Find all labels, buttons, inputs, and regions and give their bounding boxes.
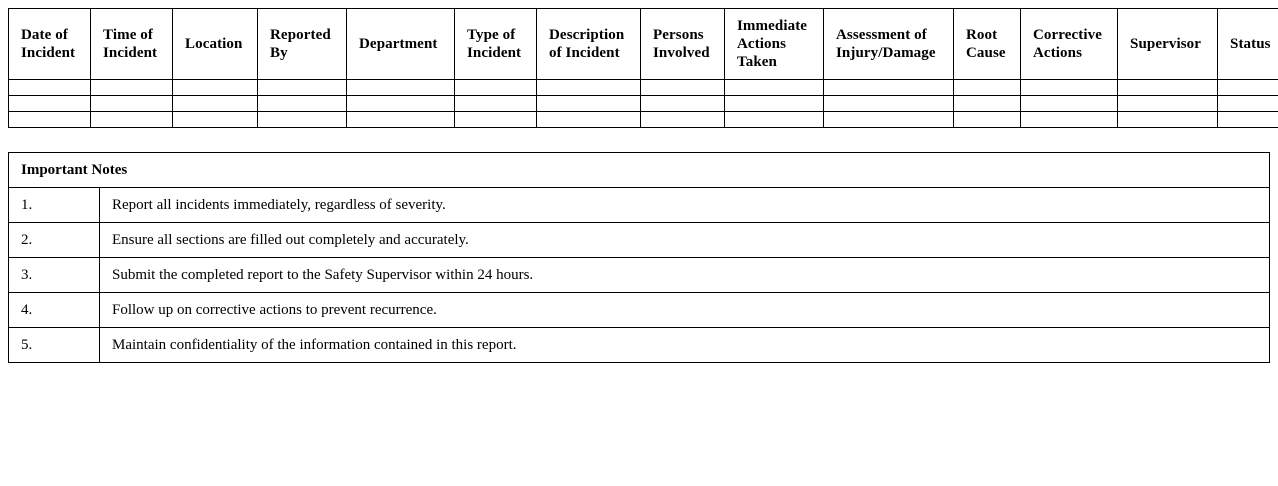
header-label: Type of Incident — [467, 27, 522, 61]
column-header-type — [455, 9, 537, 80]
table-cell[interactable] — [1021, 96, 1118, 112]
note-number: 5. — [9, 328, 100, 363]
table-cell[interactable] — [1021, 112, 1118, 128]
column-header-time — [91, 9, 173, 80]
note-row — [9, 223, 1270, 258]
header-label: Department — [359, 36, 438, 52]
note-text: Ensure all sections are filled out completely and accurately. — [100, 223, 1270, 258]
table-cell[interactable] — [954, 96, 1021, 112]
notes-title: Important Notes — [9, 153, 1270, 188]
table-cell[interactable] — [1218, 96, 1278, 112]
table-cell[interactable] — [347, 112, 455, 128]
table-cell[interactable] — [824, 80, 954, 96]
table-cell[interactable] — [725, 112, 824, 128]
column-header-assessment — [824, 9, 954, 80]
note-row — [9, 328, 1270, 363]
table-cell[interactable] — [725, 96, 824, 112]
header-label: Persons Involved — [653, 27, 710, 61]
table-cell[interactable] — [641, 112, 725, 128]
note-text: Submit the completed report to the Safety Supervisor within 24 hours. — [100, 258, 1270, 293]
table-cell[interactable] — [641, 80, 725, 96]
column-header-persons — [641, 9, 725, 80]
table-cell[interactable] — [91, 112, 173, 128]
table-cell[interactable] — [725, 80, 824, 96]
note-number: 2. — [9, 223, 100, 258]
table-cell[interactable] — [537, 96, 641, 112]
column-header-root-cause — [954, 9, 1021, 80]
note-number: 1. — [9, 188, 100, 223]
header-label: Time of Incident — [103, 27, 158, 61]
column-header-date — [9, 9, 91, 80]
table-cell[interactable] — [173, 96, 258, 112]
incident-log-table — [8, 8, 1278, 128]
table-cell[interactable] — [91, 96, 173, 112]
table-cell[interactable] — [258, 96, 347, 112]
note-row — [9, 258, 1270, 293]
important-notes-table — [8, 152, 1270, 363]
table-cell[interactable] — [173, 80, 258, 96]
table-cell[interactable] — [455, 80, 537, 96]
header-label: Supervisor — [1130, 36, 1202, 52]
table-cell[interactable] — [824, 96, 954, 112]
note-number: 3. — [9, 258, 100, 293]
header-label: Location — [185, 36, 243, 52]
column-header-corrective-actions — [1021, 9, 1118, 80]
header-label: Status — [1230, 36, 1271, 52]
table-cell[interactable] — [537, 112, 641, 128]
page — [8, 8, 1278, 363]
table-cell[interactable] — [9, 96, 91, 112]
notes-body — [9, 188, 1270, 363]
table-cell[interactable] — [1118, 112, 1218, 128]
table-row — [9, 96, 1278, 112]
table-cell[interactable] — [91, 80, 173, 96]
table-cell[interactable] — [954, 80, 1021, 96]
column-header-supervisor — [1118, 9, 1218, 80]
header-label: Corrective Actions — [1033, 27, 1103, 61]
column-header-location — [173, 9, 258, 80]
note-text: Follow up on corrective actions to prevent recurrence. — [100, 293, 1270, 328]
column-header-department — [347, 9, 455, 80]
note-number: 4. — [9, 293, 100, 328]
note-row — [9, 293, 1270, 328]
table-cell[interactable] — [954, 112, 1021, 128]
table-cell[interactable] — [537, 80, 641, 96]
header-label: Immediate Actions Taken — [737, 18, 808, 70]
table-cell[interactable] — [9, 112, 91, 128]
table-cell[interactable] — [455, 96, 537, 112]
table-cell[interactable] — [258, 112, 347, 128]
note-text: Maintain confidentiality of the information contained in this report. — [100, 328, 1270, 363]
table-cell[interactable] — [1218, 112, 1278, 128]
table-cell[interactable] — [1118, 96, 1218, 112]
header-label: Date of Incident — [21, 27, 76, 61]
table-cell[interactable] — [347, 80, 455, 96]
column-header-status — [1218, 9, 1278, 80]
table-cell[interactable] — [347, 96, 455, 112]
header-label: Reported By — [270, 27, 331, 61]
table-cell[interactable] — [455, 112, 537, 128]
table-cell[interactable] — [824, 112, 954, 128]
notes-title-row — [9, 153, 1270, 188]
table-cell[interactable] — [641, 96, 725, 112]
column-header-reported-by — [258, 9, 347, 80]
table-cell[interactable] — [173, 112, 258, 128]
table-row — [9, 80, 1278, 96]
table-cell[interactable] — [1218, 80, 1278, 96]
column-header-description — [537, 9, 641, 80]
table-cell[interactable] — [258, 80, 347, 96]
table-row — [9, 112, 1278, 128]
header-label: Description of Incident — [549, 27, 625, 61]
header-label: Assessment of Injury/Damage — [836, 27, 936, 61]
incident-log-body — [9, 80, 1278, 128]
incident-log-header-row — [9, 9, 1278, 80]
table-cell[interactable] — [1021, 80, 1118, 96]
table-cell[interactable] — [1118, 80, 1218, 96]
note-row — [9, 188, 1270, 223]
column-header-immediate-actions — [725, 9, 824, 80]
note-text: Report all incidents immediately, regardless of severity. — [100, 188, 1270, 223]
header-label: Root Cause — [966, 27, 1006, 61]
table-cell[interactable] — [9, 80, 91, 96]
